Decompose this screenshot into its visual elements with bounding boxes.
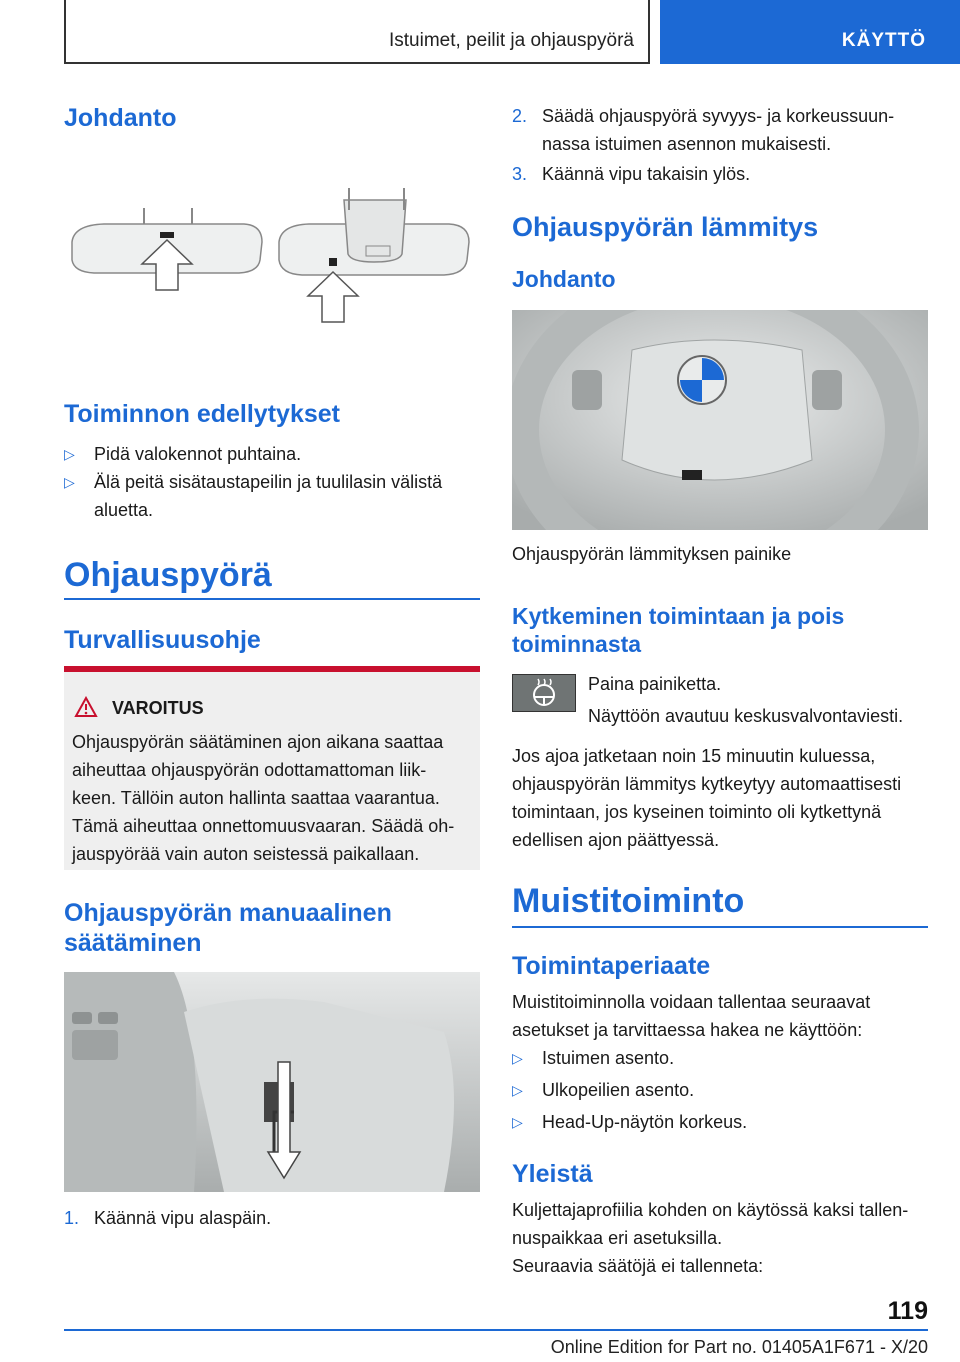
- warning-triangle-icon: [74, 696, 98, 718]
- heading-toimintaperiaate: Toimintaperiaate: [512, 952, 711, 980]
- mirror-illustration: [64, 180, 480, 330]
- bullet-triangle-icon: ▷: [64, 446, 75, 462]
- heated-steering-wheel-button-icon: [512, 674, 576, 712]
- warning-title: VAROITUS: [112, 698, 204, 718]
- header-section-box: [660, 0, 960, 64]
- list-item: ▷ Head-Up-näytön korkeus.: [512, 1108, 928, 1136]
- step-item: 2. Säädä ohjauspyörä syvyys- ja korkeussuun- nassa istuimen asennon mukaisesti.: [512, 106, 895, 154]
- heading-yleista: Yleistä: [512, 1160, 593, 1188]
- list-item: ▷ Älä peitä sisätaustapeilin ja tuulilasin välistä aluetta.: [64, 468, 480, 524]
- steering-wheel-photo: [512, 310, 928, 530]
- step-item: 1. Käännä vipu alaspäin.: [64, 1208, 272, 1228]
- heading-turvallisuusohje: Turvallisuusohje: [64, 626, 261, 654]
- instruction-press: Paina painiketta.: [588, 674, 722, 694]
- instruction-display: Näyttöön avautuu keskusvalvontaviesti.: [588, 706, 904, 726]
- bullet-triangle-icon: ▷: [512, 1050, 523, 1066]
- heading-johdanto-right: Johdanto: [512, 266, 616, 292]
- image-caption: Ohjauspyörän lämmityksen painike: [512, 544, 792, 564]
- list-item: ▷ Istuimen asento.: [512, 1044, 928, 1072]
- bullet-triangle-icon: ▷: [512, 1114, 523, 1130]
- header-chapter-box: [64, 0, 650, 64]
- bullet-triangle-icon: ▷: [512, 1082, 523, 1098]
- page-number: 119: [887, 1297, 928, 1325]
- heading-ohjauspyoran-lammitys: Ohjauspyörän lämmitys: [512, 212, 819, 242]
- steering-lever-photo: [64, 972, 480, 1192]
- list-item: ▷ Ulkopeilien asento.: [512, 1076, 928, 1104]
- footer-rule: [64, 1329, 928, 1331]
- paragraph-not-saved: Seuraavia säätöjä ei tallenneta:: [512, 1256, 764, 1276]
- heading-johdanto: Johdanto: [64, 104, 177, 132]
- heading-ohjauspyora: Ohjauspyörä: [64, 556, 272, 594]
- section-rule: [512, 926, 928, 928]
- footer-edition: Online Edition for Part no. 01405A1F671 - X/20: [550, 1337, 928, 1357]
- bullet-triangle-icon: ▷: [64, 474, 75, 490]
- warning-text: Ohjauspyörän säätäminen ajon aikana saattaa aiheuttaa ohjauspyörän odottamattoman liik- keen. Tällöin auton hallinta saattaa vaarantua. Tämä aiheuttaa onnettomuusvaaran. Säädä oh- jauspyörää vain auton seistessä paikallaan.: [72, 732, 455, 864]
- heading-kytkeminen: Kytkeminen toimintaan ja pois toiminnasta: [512, 603, 845, 657]
- list-item: ▷ Pidä valokennot puhtaina.: [64, 440, 480, 468]
- section-label: KÄYTTÖ: [841, 30, 926, 51]
- heading-toiminnon-edellytykset: Toiminnon edellytykset: [64, 400, 340, 428]
- paragraph-memory: Muistitoiminnolla voidaan tallentaa seuraavat asetukset ja tarvittaessa hakea ne käyttöön:: [512, 992, 871, 1040]
- paragraph-resume: Jos ajoa jatketaan noin 15 minuutin kuluessa, ohjauspyörän lämmitys kytkeytyy automaattisesti toimintaan, jos kyseinen toiminto oli kytkettynä edellisen ajon päättyessä.: [512, 746, 902, 850]
- heading-muistitoiminto: Muistitoiminto: [512, 882, 745, 920]
- warning-box: [64, 666, 480, 870]
- step-item: 3. Käännä vipu takaisin ylös.: [512, 164, 751, 184]
- heading-manuaalinen-saataminen: Ohjauspyörän manuaalinen säätäminen: [64, 899, 392, 957]
- chapter-title: Istuimet, peilit ja ohjauspyörä: [388, 30, 634, 51]
- section-rule: [64, 598, 480, 600]
- paragraph-profiles: Kuljettajaprofiilia kohden on käytössä kaksi tallen- nuspaikkaa eri asetuksilla.: [512, 1200, 909, 1248]
